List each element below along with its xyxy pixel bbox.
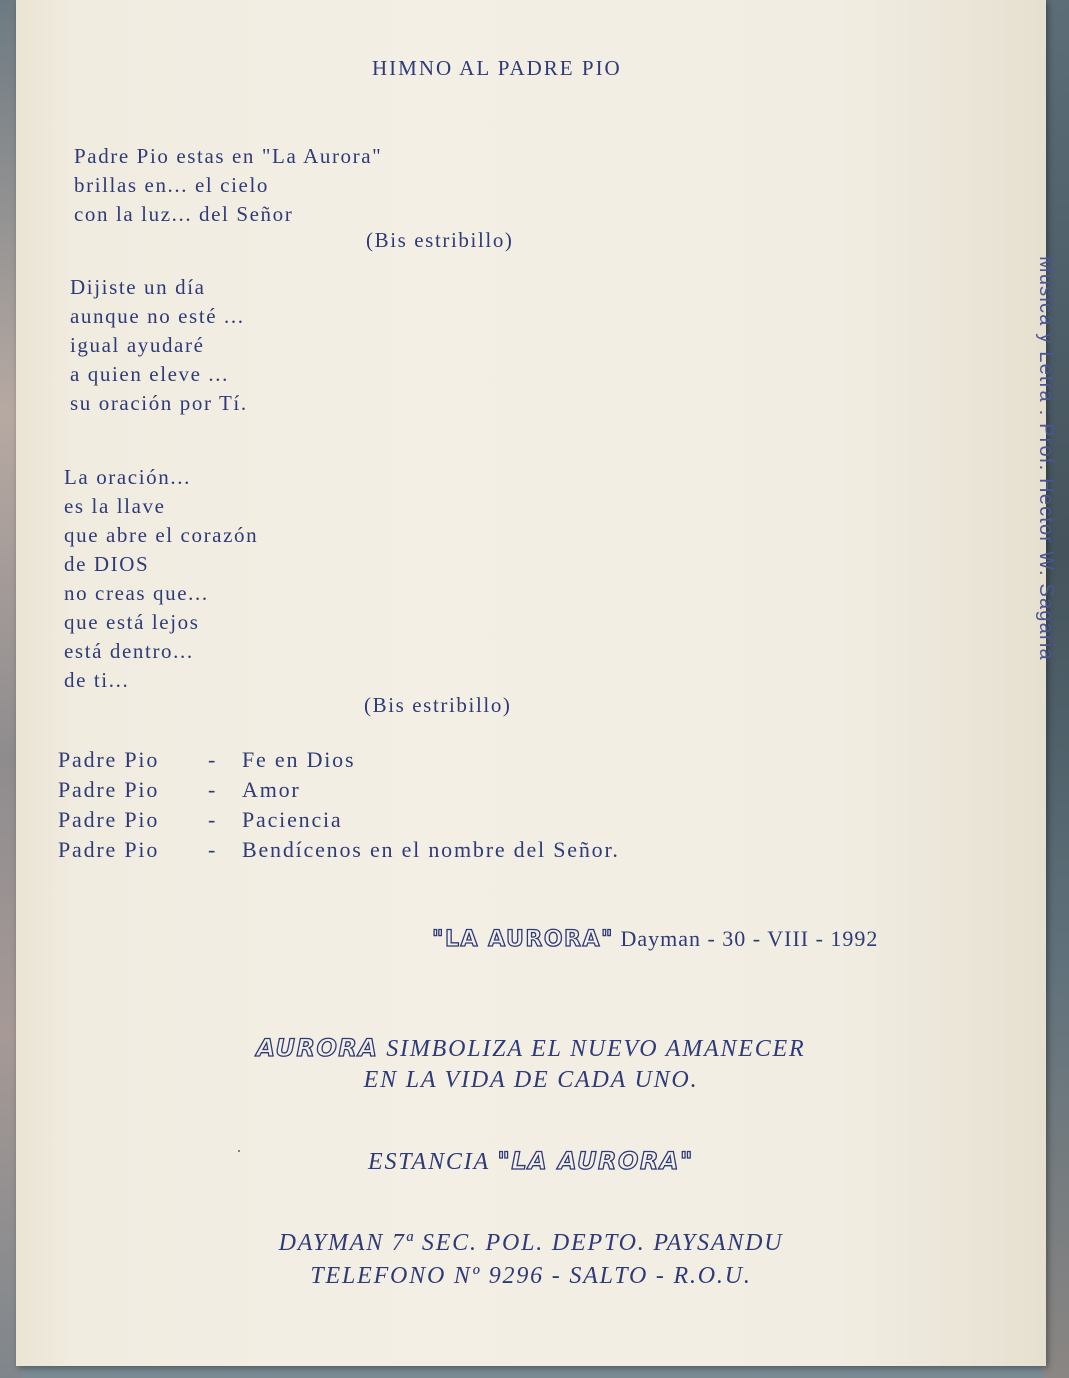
- chorus: [58, 745, 620, 865]
- address-line-1: DAYMAN 7ª SEC. POL. DEPTO. PAYSANDU: [278, 1230, 784, 1256]
- chorus-text: Fe en Dios: [242, 747, 356, 772]
- chorus-name: Padre Pio: [58, 807, 160, 832]
- chorus-dash: -: [208, 777, 218, 802]
- verse-line: no creas que...: [64, 581, 209, 605]
- chorus-name: Padre Pio: [58, 747, 160, 772]
- brand-aurora: AURORA: [256, 1034, 379, 1062]
- chorus-line: [58, 775, 620, 805]
- bis-estribillo-1: (Bis estribillo): [366, 228, 514, 252]
- music-lyrics-credit: Musica y Letra : Prof. Hector W. Sagaria: [1035, 256, 1057, 661]
- chorus-line: [58, 805, 620, 835]
- hymn-title: HIMNO AL PADRE PIO: [372, 56, 622, 80]
- chorus-name: Padre Pio: [58, 777, 160, 802]
- verse-line: igual ayudaré: [70, 333, 205, 357]
- chorus-text: Bendícenos en el nombre del Señor.: [242, 837, 620, 862]
- verse-line: con la luz... del Señor: [74, 202, 294, 226]
- chorus-dash: -: [208, 837, 218, 862]
- verse-line: que está lejos: [64, 610, 200, 634]
- paper-speck: [238, 1150, 240, 1152]
- motto-line-1: [16, 1032, 1046, 1066]
- verse-3: [64, 463, 258, 695]
- verse-line: que abre el corazón: [64, 523, 259, 547]
- verse-line: es la llave: [64, 494, 166, 518]
- verse-line: de DIOS: [64, 552, 150, 576]
- verse-line: su oración por Tí.: [70, 391, 248, 415]
- date-text: Dayman - 30 - VIII - 1992: [620, 926, 879, 951]
- chorus-name: Padre Pio: [58, 837, 160, 862]
- verse-line: está dentro...: [64, 639, 194, 663]
- verse-line: La oración...: [64, 465, 191, 489]
- chorus-line: [58, 835, 620, 865]
- verse-2: [70, 273, 248, 418]
- verse-line: aunque no esté ...: [70, 304, 245, 328]
- bis-estribillo-2: (Bis estribillo): [364, 693, 512, 717]
- background-right: [1043, 0, 1069, 1378]
- estancia-prefix: ESTANCIA: [368, 1149, 490, 1175]
- verse-line: a quien eleve ...: [70, 362, 229, 386]
- verse-line: brillas en... el cielo: [74, 173, 269, 197]
- brand-la-aurora: "LA AURORA": [432, 927, 614, 952]
- chorus-line: [58, 745, 620, 775]
- chorus-dash: -: [208, 807, 218, 832]
- address-line-2: TELEFONO Nº 9296 - SALTO - R.O.U.: [310, 1263, 752, 1289]
- verse-line: Padre Pio estas en "La Aurora": [74, 144, 383, 168]
- motto-line-2: EN LA VIDA DE CADA UNO.: [363, 1067, 699, 1093]
- hymn-card: [16, 0, 1057, 1366]
- verse-line: Dijiste un día: [70, 275, 206, 299]
- verse-line: de ti...: [64, 668, 130, 692]
- chorus-text: Paciencia: [242, 807, 343, 832]
- brand-la-aurora: "LA AURORA": [497, 1147, 694, 1175]
- verse-1: [74, 142, 382, 229]
- chorus-dash: -: [208, 747, 218, 772]
- date-line: [432, 926, 878, 952]
- motto-text: SIMBOLIZA EL NUEVO AMANECER: [386, 1036, 806, 1062]
- estancia-line: [16, 1145, 1046, 1179]
- chorus-text: Amor: [242, 777, 301, 802]
